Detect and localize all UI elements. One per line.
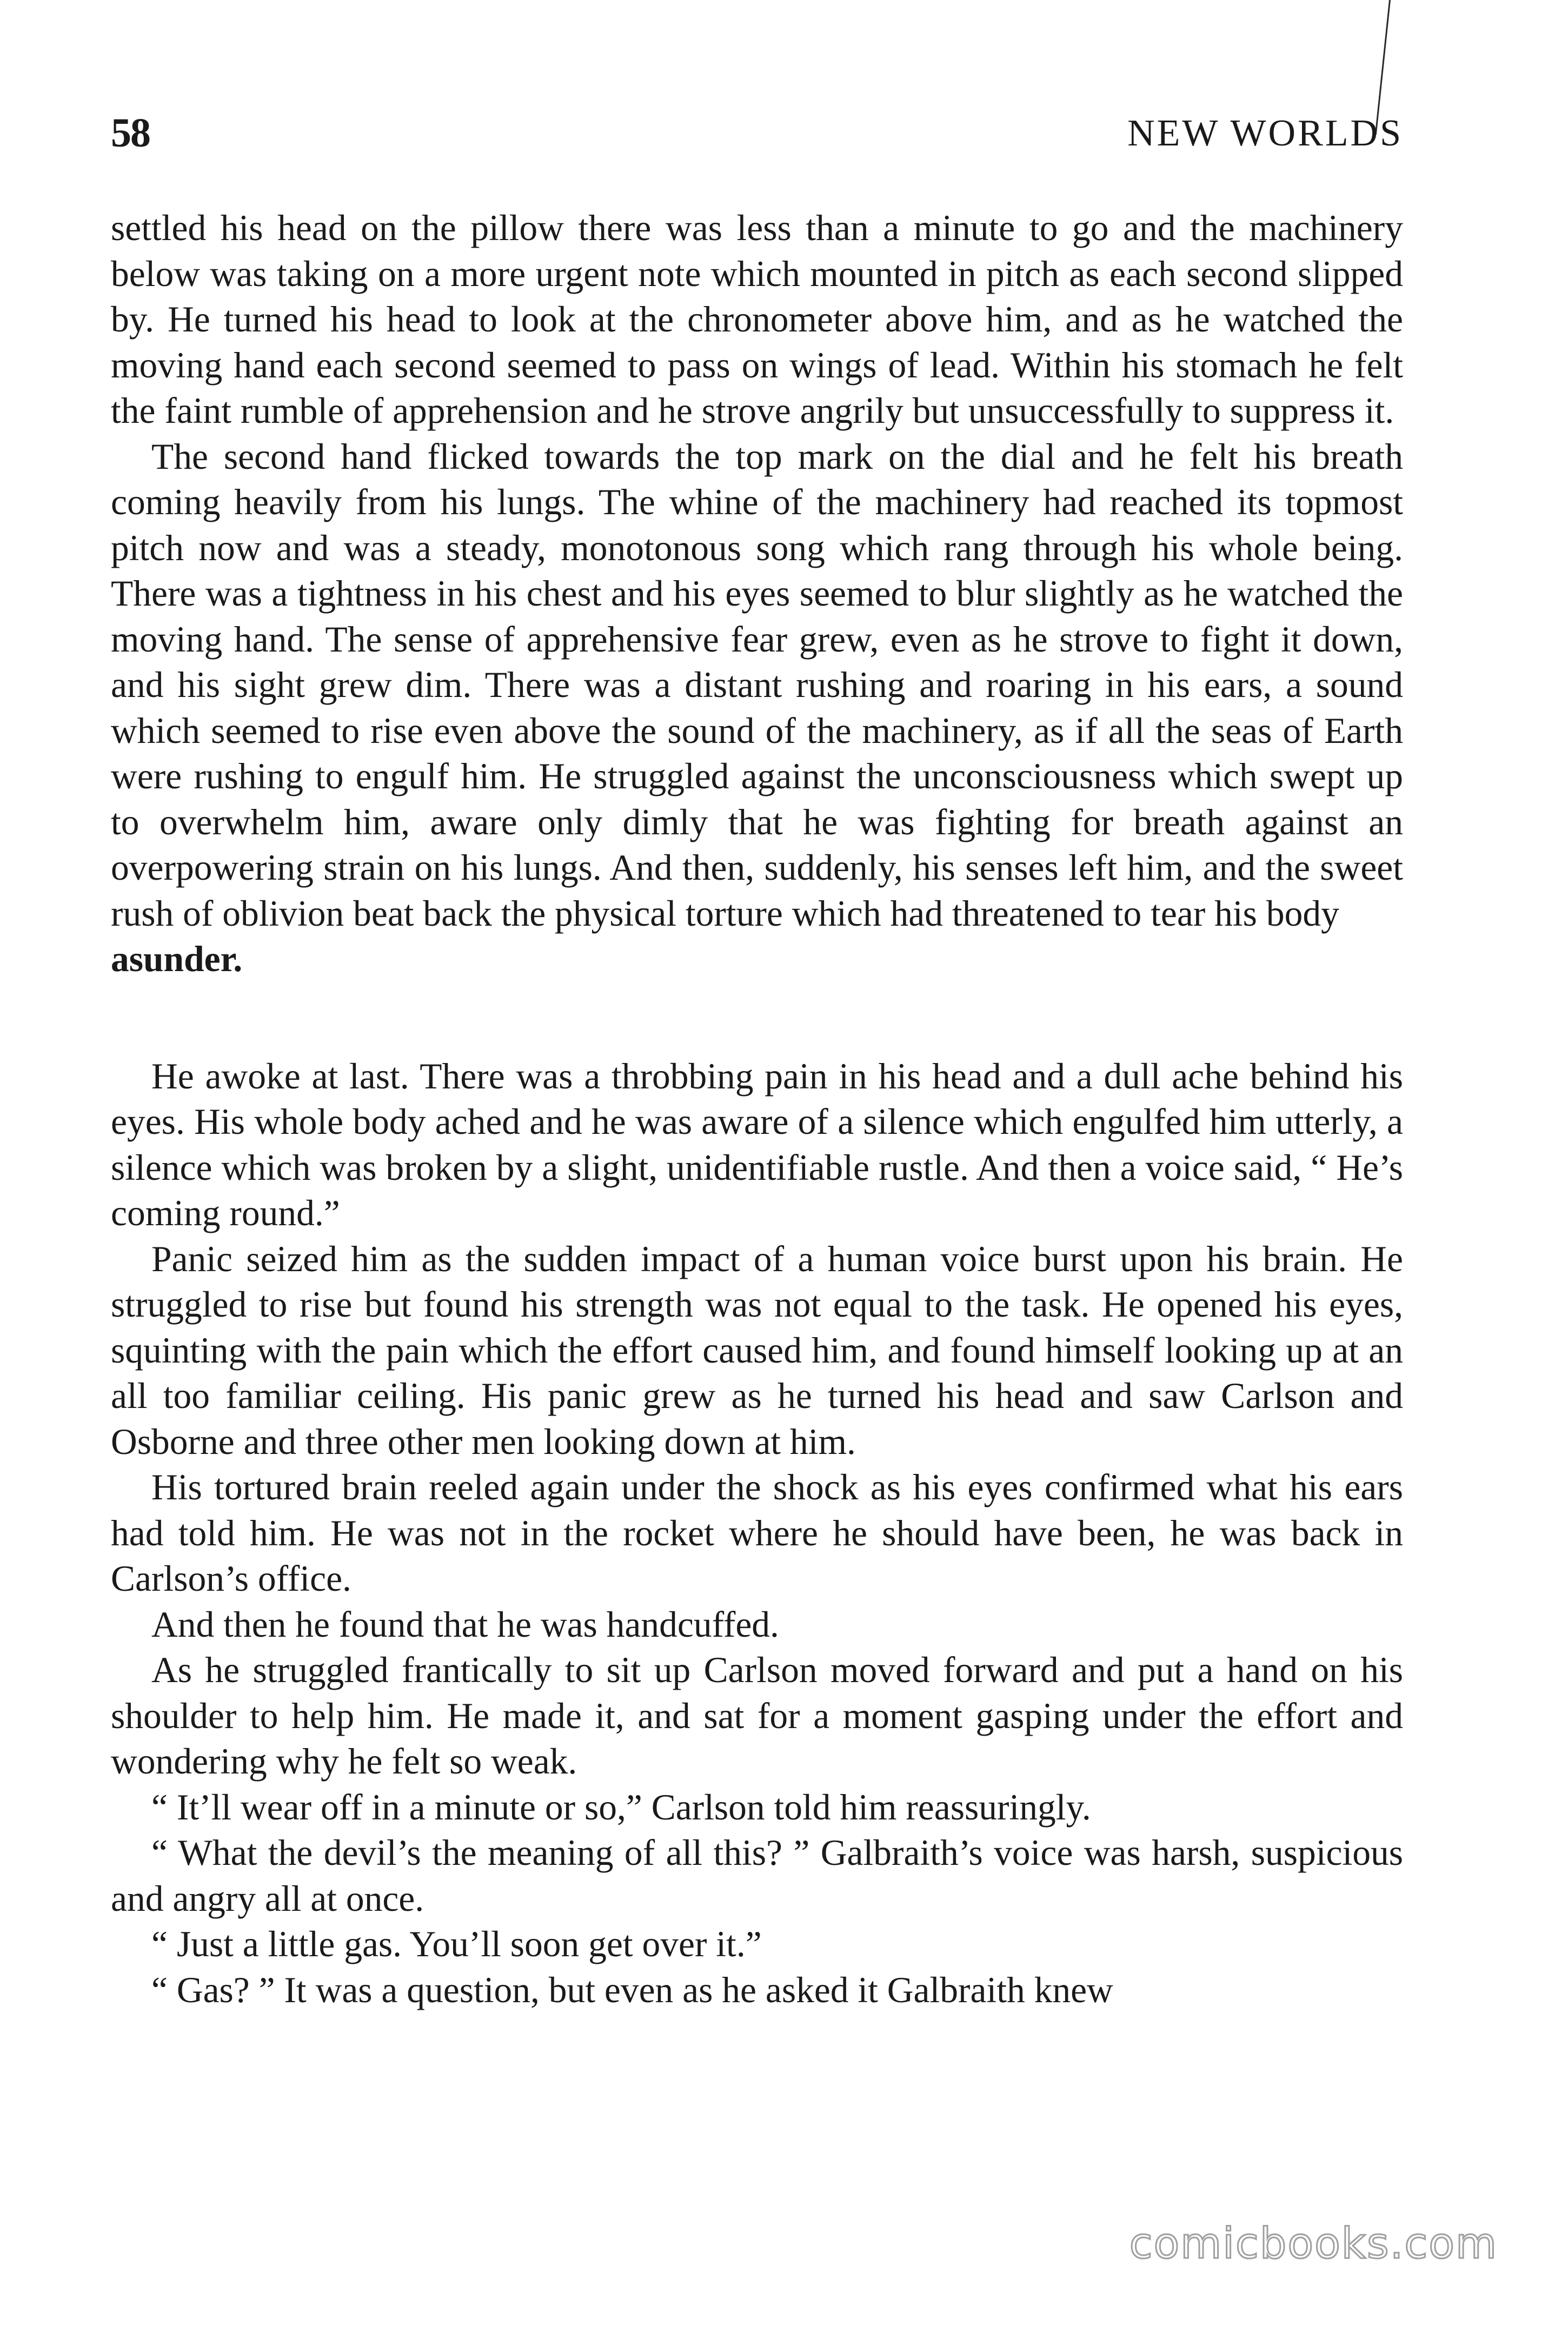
paragraph-text: The second hand flicked towards the top mark on the dial and he felt his breath coming heavily from his lungs. The whine of the machinery had reached its topmost pitch now and was a steady, monotonous song which rang through his whole being. There was a tightness in his chest and his eyes seemed to blur slightly as he watched the moving hand. The sense of apprehensive fear grew, even as he strove to fight it down, and his sight grew dim. There was a distant rushing and roaring in his ears, a sound which seemed to rise even above the sound of the machinery, as if all the seas of Earth were rushing to engulf him. He struggled against the unconsciousness which swept up to overwhelm him, aware only dimly that he was fighting for breath against an overpowering strain on his lungs. And then, suddenly, his senses left him, and the sweet rush of oblivion beat back the physical torture which had threatened to tear his body [111, 436, 1403, 934]
paragraph: Panic seized him as the sudden impact of a human voice burst upon his brain. He struggled to rise but found his strength was not equal to the task. He opened his eyes, squinting with the pain which the effort caused him, and found himself looking up at an all too familiar ceiling. His panic grew as he turned his head and saw Carlson and Osborne and three other men looking down at him. [111, 1238, 1403, 1462]
running-head: NEW WORLDS [1127, 112, 1403, 154]
page-header [111, 105, 1403, 165]
section-break [111, 982, 1403, 1054]
paragraph: “ It’ll wear off in a minute or so,” Carlson told him reassuringly. [151, 1786, 1091, 1828]
paragraph: “ Just a little gas. You’ll soon get over it.” [151, 1924, 762, 1964]
paragraph: “ Gas? ” It was a question, but even as he asked it Galbraith knew [151, 1969, 1113, 2010]
paragraph: He awoke at last. There was a throbbing pain in his head and a dull ache behind his eyes. His whole body ached and he was aware of a silence which engulfed him utterly, a silence which was broken by a slight, unidentifiable rustle. And then a voice said, “ He’s coming round.” [111, 1055, 1403, 1233]
paragraph: As he struggled frantically to sit up Carlson moved forward and put a hand on his shoulder to help him. He made it, and sat for a moment gasping under the effort and wondering why he felt so weak. [111, 1650, 1403, 1782]
page-number: 58 [111, 110, 150, 156]
paragraph: And then he found that he was handcuffed. [151, 1604, 779, 1645]
bold-word: asunder. [111, 939, 243, 979]
watermark: comicbooks.com [1129, 2220, 1498, 2268]
paragraph-with-bold-ending [111, 434, 1403, 982]
page-body [111, 205, 1403, 2013]
paragraph: “ What the devil’s the meaning of all this? ” Galbraith’s voice was harsh, suspicious and angry all at once. [111, 1832, 1403, 1919]
paragraph: His tortured brain reeled again under the shock as his eyes confirmed what his ears had told him. He was not in the rocket where he should have been, he was back in Carlson’s office. [111, 1467, 1403, 1599]
paragraph: settled his head on the pillow there was less than a minute to go and the machinery below was taking on a more urgent note which mounted in pitch as each second slipped by. He turned his head to look at the chronometer above him, and as he watched the moving hand each second seemed to pass on wings of lead. Within his stomach he felt the faint rumble of apprehension and he strove angrily but unsuccessfully to suppress it. [111, 208, 1403, 431]
